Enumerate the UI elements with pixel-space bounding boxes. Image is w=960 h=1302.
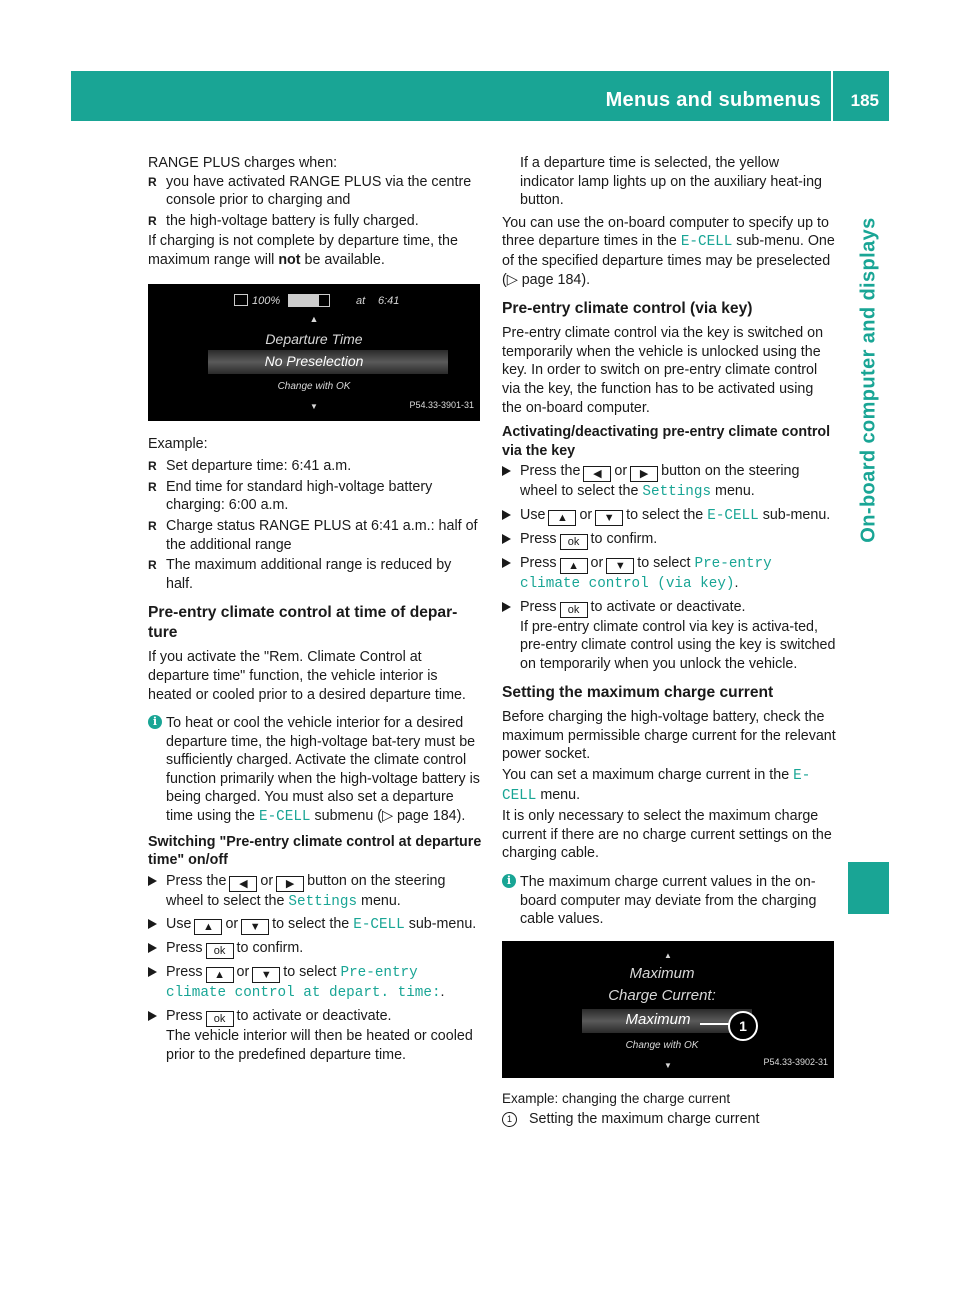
image-code: P54.33-3902-31 bbox=[763, 1057, 828, 1068]
step-arrow-icon bbox=[502, 602, 511, 612]
step-arrow-icon bbox=[148, 876, 157, 886]
up-button-icon: ▲ bbox=[194, 919, 222, 935]
instruction-step: Press the ◀ or ▶ button on the steering wheel to select the Settings menu. bbox=[502, 462, 836, 502]
menu-title: Departure Time bbox=[265, 330, 363, 347]
list-item: R you have activated RANGE PLUS via the centre console prior to charging and bbox=[148, 173, 482, 210]
instruction-step: Press ok to activate or deactivate. The vehicle interior will then be heated or cooled prior to the predefined departure time. bbox=[148, 1007, 482, 1064]
callout-marker: 1 bbox=[728, 1011, 758, 1041]
instruction-step: Use ▲ or ▼ to select the E-CELL sub-menu. bbox=[148, 915, 482, 935]
right-button-icon: ▶ bbox=[630, 466, 658, 482]
menu-hint: Change with OK bbox=[625, 1039, 699, 1051]
down-button-icon: ▼ bbox=[606, 558, 634, 574]
callout-line bbox=[700, 1023, 730, 1025]
instruction-step: Press ▲ or ▼ to select Pre-entry climate control at depart. time:. bbox=[148, 963, 482, 1003]
down-arrow-icon: ▼ bbox=[310, 401, 318, 411]
step-result: The vehicle interior will then be heated or cooled prior to the predefined departure time. bbox=[166, 1028, 473, 1063]
left-button-icon: ◀ bbox=[583, 466, 611, 482]
down-button-icon: ▼ bbox=[252, 967, 280, 983]
battery-level: 100% bbox=[252, 294, 281, 307]
intro-text: RANGE PLUS charges when: bbox=[148, 155, 338, 171]
charge-current-display-image bbox=[502, 941, 834, 1078]
step-arrow-icon bbox=[502, 558, 511, 568]
image-caption: Example: changing the charge current bbox=[502, 1090, 731, 1106]
info-note: i To heat or cool the vehicle interior for a desired departure time, the high-voltage bat-tery must be sufficiently charged. Activate the climate control function primarily when the high-voltage battery is being charged. You must also set a departure time using the E-CELL submenu (▷ page 184). bbox=[148, 714, 482, 827]
step-arrow-icon bbox=[148, 919, 157, 929]
info-note: i The maximum charge current values in the on-board computer may deviate from the charging cable values. bbox=[502, 873, 836, 929]
up-arrow-icon: ▲ bbox=[664, 950, 672, 960]
up-arrow-icon: ▲ bbox=[309, 313, 319, 324]
paragraph: If a departure time is selected, the yellow indicator lamp lights up on the auxiliary heat-ing button. bbox=[520, 155, 822, 209]
legend-item: 1 Setting the maximum charge current bbox=[502, 1110, 836, 1129]
list-item: R Charge status RANGE PLUS at 6:41 a.m.: half of the additional range bbox=[148, 517, 482, 554]
list-item: R Set departure time: 6:41 a.m. bbox=[148, 457, 482, 476]
list-item: R End time for standard high-voltage battery charging: 6:00 a.m. bbox=[148, 478, 482, 515]
info-icon: i bbox=[148, 715, 162, 729]
example-label: Example: bbox=[148, 435, 208, 452]
info-icon: i bbox=[502, 874, 516, 888]
left-button-icon: ◀ bbox=[229, 876, 257, 892]
header-divider bbox=[831, 71, 833, 121]
subsection-heading: Switching "Pre-entry climate control at departure time" on/off bbox=[148, 833, 482, 869]
right-button-icon: ▶ bbox=[276, 876, 304, 892]
step-arrow-icon bbox=[502, 510, 511, 520]
instruction-step: Press ok to confirm. bbox=[148, 939, 482, 959]
menu-title-line2: Charge Current: bbox=[608, 986, 716, 1004]
section-heading: Pre-entry climate control (via key) bbox=[502, 300, 753, 318]
paragraph: If you activate the "Rem. Climate Control at departure time" function, the vehicle interior is heated or cooled prior to a desired departure time. bbox=[148, 649, 466, 703]
step-arrow-icon bbox=[502, 534, 511, 544]
paragraph: You can set a maximum charge current in the E-CELL menu. bbox=[502, 767, 811, 804]
chapter-tab bbox=[848, 140, 889, 620]
paragraph: You can use the on-board computer to specify up to three departure times in the E-CELL sub-menu. One of the specified departure times may be preselected (▷ page 184). bbox=[502, 214, 835, 288]
list-item: R The maximum additional range is reduced by half. bbox=[148, 556, 482, 593]
departure-time-value: 6:41 bbox=[378, 294, 400, 307]
section-heading: Pre-entry climate control at time of depar-ture bbox=[148, 604, 458, 642]
ok-button-icon: ok bbox=[206, 943, 234, 959]
step-arrow-icon bbox=[148, 943, 157, 953]
down-button-icon: ▼ bbox=[241, 919, 269, 935]
up-button-icon: ▲ bbox=[560, 558, 588, 574]
step-arrow-icon bbox=[148, 1011, 157, 1021]
header-bar bbox=[71, 71, 889, 121]
chapter-tab-label: On-board computer and displays bbox=[857, 217, 879, 543]
page-number: 185 bbox=[850, 91, 879, 110]
instruction-step: Press ok to confirm. bbox=[502, 530, 836, 550]
paragraph: If charging is not complete by departure time, the maximum range will not be available. bbox=[148, 233, 458, 268]
instruction-step: Press ok to activate or deactivate. If pre-entry climate control via key is activa-ted, pre-entry climate control using the key is switched on temporarily when you unlock the vehicle. bbox=[502, 598, 836, 674]
instruction-step: Use ▲ or ▼ to select the E-CELL sub-menu. bbox=[502, 506, 836, 526]
ok-button-icon: ok bbox=[206, 1011, 234, 1027]
menu-hint: Change with OK bbox=[277, 380, 351, 392]
section-heading: Setting the maximum charge current bbox=[502, 684, 774, 702]
menu-selection: No Preselection bbox=[264, 352, 364, 369]
paragraph: It is only necessary to select the maximum charge current if there are no charge current settings on the charging cable. bbox=[502, 808, 832, 862]
legend-number: 1 bbox=[502, 1112, 517, 1127]
step-arrow-icon bbox=[148, 967, 157, 977]
up-button-icon: ▲ bbox=[206, 967, 234, 983]
ok-button-icon: ok bbox=[560, 602, 588, 618]
image-code: P54.33-3901-31 bbox=[409, 399, 474, 410]
down-arrow-icon: ▼ bbox=[664, 1060, 672, 1070]
at-label: at bbox=[356, 294, 366, 307]
left-column bbox=[148, 154, 482, 1068]
paragraph: Before charging the high-voltage battery, check the maximum permissible charge current for the relevant power socket. bbox=[502, 709, 836, 763]
list-item: R the high-voltage battery is fully charged. bbox=[148, 212, 482, 231]
step-result: If pre-entry climate control via key is activa-ted, pre-entry climate control using the key is switched on temporarily when you unlock the vehicle. bbox=[520, 618, 836, 672]
instruction-step: Press the ◀ or ▶ button on the steering wheel to select the Settings menu. bbox=[148, 872, 482, 912]
up-button-icon: ▲ bbox=[548, 510, 576, 526]
menu-selection: Maximum bbox=[625, 1010, 691, 1028]
instruction-step: Press ▲ or ▼ to select Pre-entry climate control (via key). bbox=[502, 554, 836, 594]
step-arrow-icon bbox=[502, 466, 511, 476]
departure-time-display-image bbox=[148, 284, 480, 421]
down-button-icon: ▼ bbox=[595, 510, 623, 526]
menu-title-line1: Maximum bbox=[629, 964, 695, 982]
subsection-heading: Activating/deactivating pre-entry climate control via the key bbox=[502, 424, 831, 459]
right-column bbox=[502, 154, 836, 1129]
paragraph: Pre-entry climate control via the key is switched on temporarily when the vehicle is unlocked using the key. In order to switch on pre-entry climate control via the key, the function has to be activated using the on-board computer. bbox=[502, 325, 824, 416]
chapter-marker bbox=[848, 862, 889, 914]
section-title: Menus and submenus bbox=[605, 89, 821, 111]
ok-button-icon: ok bbox=[560, 534, 588, 550]
